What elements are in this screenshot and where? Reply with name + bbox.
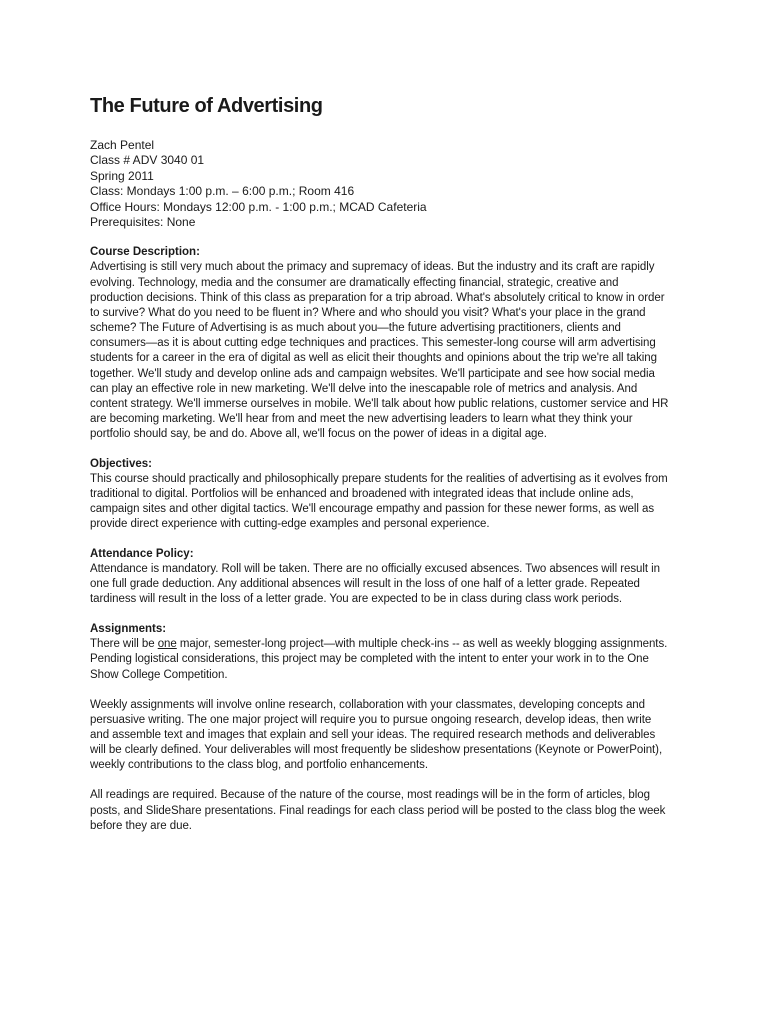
section-objectives xyxy=(90,457,670,533)
class-schedule: Class: Mondays 1:00 p.m. – 6:00 p.m.; Room 416 xyxy=(90,184,355,199)
section-text: Advertising is still very much about the primacy and supremacy of ideas. But the industry and its craft are rapidly evolving. Technology, media and the consumer are dramatically effecting financial, strategic, creative and production decisions. Think of this class as preparation for a trip abroad. What's absolutely critical to know in order to survive? What do you need to be fluent in? Where and who should you visit? What's your place in the grand scheme? The Future of Advertising is as much about you—the future advertising practitioners, clients and consumers—as it is about cutting edge techniques and practices. This semester-long course will arm advertising students for a career in the era of digital as well as elicit their thoughts and opinions about the trip we're all taking together. We'll study and develop online ads and campaign websites. We'll participate and see how social media can play an effective role in new marketing. We'll delve into the inescapable role of metrics and analysis. And content strategy. We'll immerse ourselves in mobile. We'll talk about how public relations, customer service and HR are becoming marketing. We'll hear from and meet the new advertising leaders to learn what they think your portfolio should say, be and do. Above all, we'll focus on the power of ideas in a digital age. xyxy=(90,261,669,441)
instructor-name: Zach Pentel xyxy=(90,138,155,152)
section-heading: Objectives: xyxy=(90,457,152,470)
section-course-description xyxy=(90,245,670,442)
document-title: The Future of Advertising xyxy=(90,95,323,117)
assignments-paragraph-3: All readings are required. Because of the nature of the course, most readings will be in the form of articles, blog posts, and SlideShare presentations. Final readings for each class period will be posted to the class blog the week before they are due. xyxy=(90,789,666,832)
section-heading: Course Description: xyxy=(90,246,200,259)
section-attendance-policy xyxy=(90,547,670,607)
section-heading: Attendance Policy: xyxy=(90,548,194,561)
section-text: Attendance is mandatory. Roll will be taken. There are no officially excused absences. Two absences will result in one full grade deduction. Any additional absences will result in the loss of one half of a letter grade. Repeated tardiness will result in the loss of a letter grade. You are expected to be in class during class work periods. xyxy=(90,563,661,606)
assignments-paragraph-1 xyxy=(90,637,670,682)
text-span: There will be xyxy=(90,638,158,651)
underlined-word: one xyxy=(157,638,177,651)
syllabus-document xyxy=(90,94,670,849)
text-span: major, semester-long project—with multiple check-ins -- as well as weekly blogging assignments. Pending logistical considerations, this project may be completed with the intent to enter your work in to the One Show College Competition. xyxy=(90,638,668,681)
course-meta xyxy=(90,138,670,230)
section-text: This course should practically and philosophically prepare students for the realities of advertising as it evolves from traditional to digital. Portfolios will be enhanced and broadened with integrated ideas that include online ads, campaign sites and other digital tactics. We'll encourage empathy and passion for these newer forms, as well as provide direct experience with cutting-edge examples and personal experience. xyxy=(90,472,668,531)
class-number: Class # ADV 3040 01 xyxy=(90,153,205,168)
section-assignments xyxy=(90,622,670,834)
section-heading: Assignments: xyxy=(90,623,167,636)
prerequisites: Prerequisites: None xyxy=(90,215,196,230)
semester: Spring 2011 xyxy=(90,168,154,183)
office-hours: Office Hours: Mondays 12:00 p.m. - 1:00 p.m.; MCAD Cafeteria xyxy=(90,199,427,214)
assignments-paragraph-2: Weekly assignments will involve online research, collaboration with your classmates, developing concepts and persuasive writing. The one major project will require you to pursue ongoing research, develop ideas, then write and assemble text and images that explain and sell your ideas. The required research methods and deliverables will be clearly defined. Your deliverables will most frequently be slideshow presentations (Keynote or PowerPoint), weekly contributions to the class blog, and portfolio enhancements. xyxy=(90,698,663,772)
